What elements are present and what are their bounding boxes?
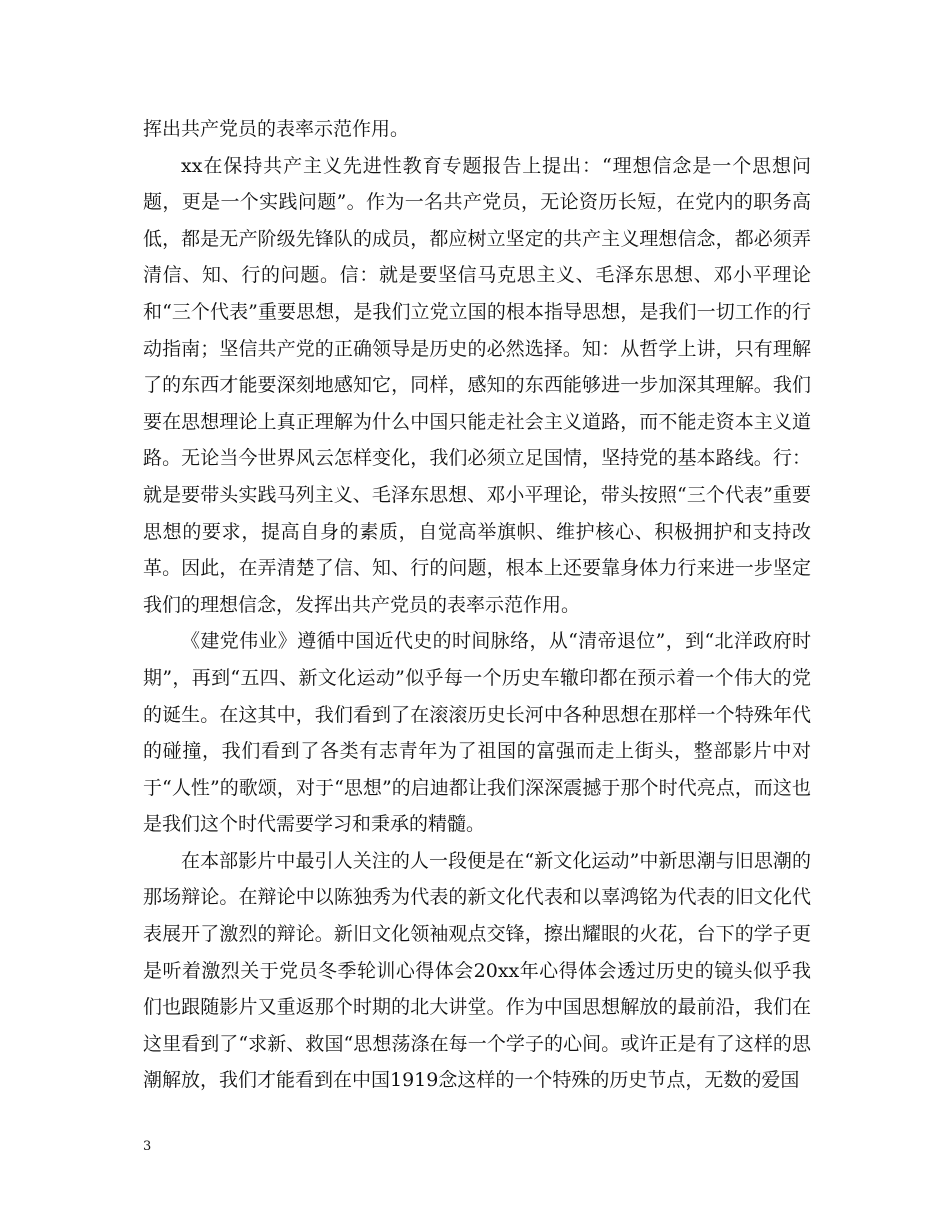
paragraph-3: 《建党伟业》遵循中国近代史的时间脉络，从“清帝退位”，到“北洋政府时期”，再到“五四、新文化运动”似乎每一个历史车辙印都在预示着一个伟大的党的诞生。在这其中，我们看到了在滚滚历史长河中各种思想在那样一个特殊年代的碰撞，我们看到了各类有志青年为了祖国的富强而走上街头，整部影片中对于“人性”的歌颂，对于“思想”的启迪都让我们深深震撼于那个时代亮点，而这也是我们这个时代需要学习和秉承的精髓。 <box>143 630 811 836</box>
page-number: 3 <box>143 1139 152 1154</box>
document-body <box>143 111 811 1099</box>
paragraph-1: 挥出共产党员的表率示范作用。 <box>143 118 410 140</box>
paragraph-4: 在本部影片中最引人关注的人一段便是在“新文化运动”中新思潮与旧思潮的那场辩论。在辩论中以陈独秀为代表的新文化代表和以辜鸿铭为代表的旧文化代表展开了激烈的辩论。新旧文化领袖观点交锋，擦出耀眼的火花，台下的学子更是听着激烈关于党员冬季轮训心得体会20xx年心得体会透过历史的镜头似乎我们也跟随影片又重返那个时期的北大讲堂。作为中国思想解放的最前沿，我们在这里看到了“求新、救国“思想荡涤在每一个学子的心间。或许正是有了这样的思潮解放，我们才能看到在中国1919念这样的一个特殊的历史节点，无数的爱国 <box>143 849 811 1092</box>
paragraph-2: xx在保持共产主义先进性教育专题报告上提出：“理想信念是一个思想问题，更是一个实践问题”。作为一名共产党员，无论资历长短，在党内的职务高低，都是无产阶级先锋队的成员，都应树立坚定的共产主义理想信念，都必须弄清信、知、行的问题。信：就是要坚信马克思主义、毛泽东思想、邓小平理论和“三个代表”重要思想，是我们立党立国的根本指导思想，是我们一切工作的行动指南；坚信共产党的正确领导是历史的必然选择。知：从哲学上讲，只有理解了的东西才能要深刻地感知它，同样，感知的东西能够进一步加深其理解。我们要在思想理论上真正理解为什么中国只能走社会主义道路，而不能走资本主义道路。无论当今世界风云怎样变化，我们必须立足国情，坚持党的基本路线。行：就是要带头实践马列主义、毛泽东思想、邓小平理论，带头按照“三个代表”重要思想的要求，提高自身的素质，自觉高举旗帜、维护核心、积极拥护和支持改革。因此，在弄清楚了信、知、行的问题，根本上还要靠身体力行来进一步坚定我们的理想信念，发挥出共产党员的表率示范作用。 <box>143 154 811 616</box>
